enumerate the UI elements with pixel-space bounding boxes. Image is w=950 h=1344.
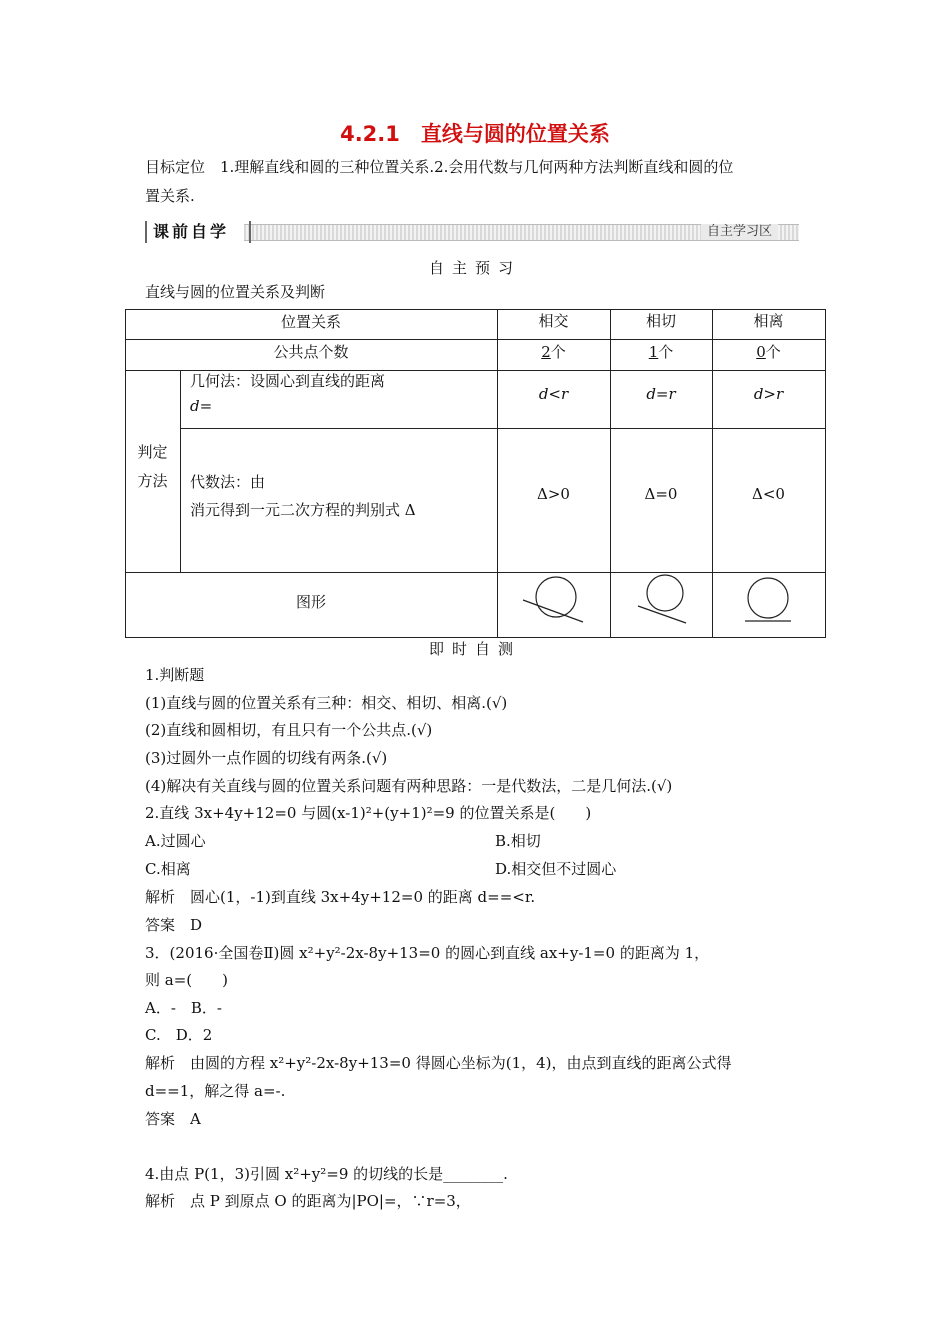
q3-options-ab: A．- B．- <box>145 999 222 1017</box>
q2-option-b: B.相切 <box>495 832 541 850</box>
q1-item-3: (3)过圆外一点作圆的切线有两条.(√) <box>145 749 388 767</box>
q3-analysis: 解析 由圆的方程 x²+y²-2x-8y+13=0 得圆心坐标为(1，4)，由点到直线的距离公式得 <box>145 1054 732 1072</box>
header-separate: 相离 <box>753 312 784 330</box>
q3-analysis-cont: d==1，解之得 a=-. <box>145 1082 286 1100</box>
q4-analysis: 解析 点 P 到原点 O 的距离为|PO|=，∵r=3， <box>145 1192 471 1210</box>
q3-options-cd: C. D．2 <box>145 1026 213 1044</box>
q1-heading: 1.判断题 <box>145 666 205 684</box>
common-points-tangent: 1个 <box>648 343 674 361</box>
geometric-separate-value: d>r <box>753 385 784 403</box>
q2-option-d: D.相交但不过圆心 <box>495 860 617 878</box>
header-tangent: 相切 <box>645 312 676 330</box>
goal-line-1: 目标定位 1.理解直线和圆的三种位置关系.2.会用代数与几何两种方法判断直线和圆的位 <box>145 158 734 176</box>
algebraic-separate-value: Δ<0 <box>752 485 785 503</box>
common-points-intersect: 2个 <box>541 343 566 361</box>
goal-line-2: 置关系. <box>145 187 195 205</box>
q4-stem: 4.由点 P(1，3)引圆 x²+y²=9 的切线的长是________. <box>145 1165 508 1183</box>
header-intersect: 相交 <box>538 312 569 330</box>
q2-stem: 2.直线 3x+4y+12=0 与圆(x-1)²+(y+1)²=9 的位置关系是( ) <box>145 804 592 822</box>
preview-heading: 自主预习 <box>428 259 521 277</box>
intersect-figure <box>497 572 610 637</box>
section-banner-label: 课前自学 <box>145 221 251 243</box>
q1-item-1: (1)直线与圆的位置关系有三种：相交、相切、相离.(√) <box>145 694 508 712</box>
header-position-relation: 位置关系 <box>280 313 341 331</box>
q2-analysis: 解析 圆心(1，-1)到直线 3x+4y+12=0 的距离 d==<r. <box>145 888 536 906</box>
algebraic-intersect-value: Δ>0 <box>537 485 570 503</box>
figure-label: 图形 <box>295 593 326 611</box>
geometric-method-line-1: 几何法：设圆心到直线的距离 <box>190 372 386 390</box>
judge-method-label-2: 方法 <box>137 472 168 490</box>
q3-stem: 3．(2016·全国卷Ⅱ)圆 x²+y²-2x-8y+13=0 的圆心到直线 ax+y-1=0 的距离为 1， <box>145 944 710 962</box>
geometric-intersect-value: d<r <box>538 385 569 403</box>
q1-item-2: (2)直线和圆相切，有且只有一个公共点.(√) <box>145 721 433 739</box>
page-title: 4.2.1 直线与圆的位置关系 <box>340 122 610 146</box>
q1-item-4: (4)解决有关直线与圆的位置关系问题有两种思路：一是代数法，二是几何法.(√) <box>145 777 673 795</box>
geometric-method-line-2: d= <box>190 397 213 415</box>
table-caption: 直线与圆的位置关系及判断 <box>145 283 326 301</box>
judge-method-label-1: 判定 <box>137 443 168 461</box>
algebraic-tangent-value: Δ=0 <box>644 485 678 503</box>
separate-figure <box>712 572 825 637</box>
section-banner-tag: 自主学习区 <box>701 224 778 240</box>
q3-answer: 答案 A <box>145 1110 201 1128</box>
tangent-circle <box>647 575 683 611</box>
test-heading: 即时自测 <box>428 640 521 658</box>
algebraic-method-line-1: 代数法：由 <box>190 473 266 491</box>
q2-option-c: C.相离 <box>145 860 191 878</box>
intersect-circle <box>536 577 576 617</box>
separate-circle <box>748 578 788 618</box>
relation-table <box>125 309 826 638</box>
common-points-separate: 0个 <box>756 343 781 361</box>
q2-option-a: A.过圆心 <box>145 832 206 850</box>
geometric-tangent-value: d=r <box>646 385 676 403</box>
common-points-label: 公共点个数 <box>273 343 349 361</box>
intersect-line <box>523 600 583 622</box>
tangent-line <box>638 606 686 623</box>
q3-stem-cont: 则 a=( ) <box>145 971 228 989</box>
q2-answer: 答案 D <box>145 916 203 934</box>
tangent-figure <box>610 572 712 637</box>
algebraic-method-line-2: 消元得到一元二次方程的判别式 Δ <box>190 501 416 519</box>
